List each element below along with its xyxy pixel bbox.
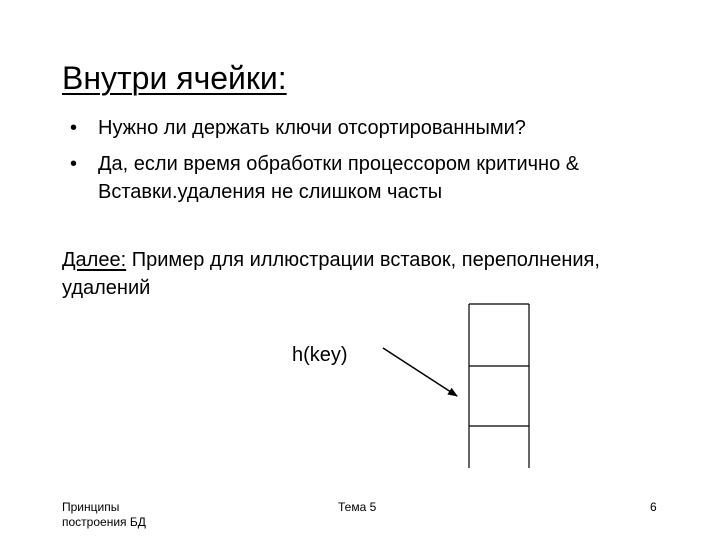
- hash-function-label: h(key): [292, 344, 348, 366]
- bullet-item: [70, 114, 690, 142]
- next-text: Пример для иллюстрации вставок, переполнения, удалений: [62, 249, 600, 299]
- bullet-list: [70, 114, 690, 214]
- page-number: 6: [650, 500, 657, 514]
- bullet-text: Нужно ли держать ключи отсортированными?: [98, 117, 526, 139]
- footer-course-line: построения БД: [62, 515, 146, 529]
- footer-course-line: Принципы: [62, 500, 120, 514]
- footer-course: [62, 500, 146, 530]
- footer-topic: Тема 5: [338, 500, 377, 514]
- bullet-icon: •: [70, 153, 78, 175]
- bullet-icon: •: [70, 117, 78, 139]
- slide-title: Внутри ячейки:: [62, 60, 287, 96]
- next-paragraph: [62, 246, 662, 302]
- bucket-column: [469, 304, 529, 468]
- bullet-item: [70, 150, 690, 206]
- bullet-text: Да, если время обработки процессором критично & Вставки.удаления не слишком часты: [98, 153, 580, 203]
- hash-arrow: [383, 348, 457, 396]
- next-label: Далее:: [62, 249, 127, 271]
